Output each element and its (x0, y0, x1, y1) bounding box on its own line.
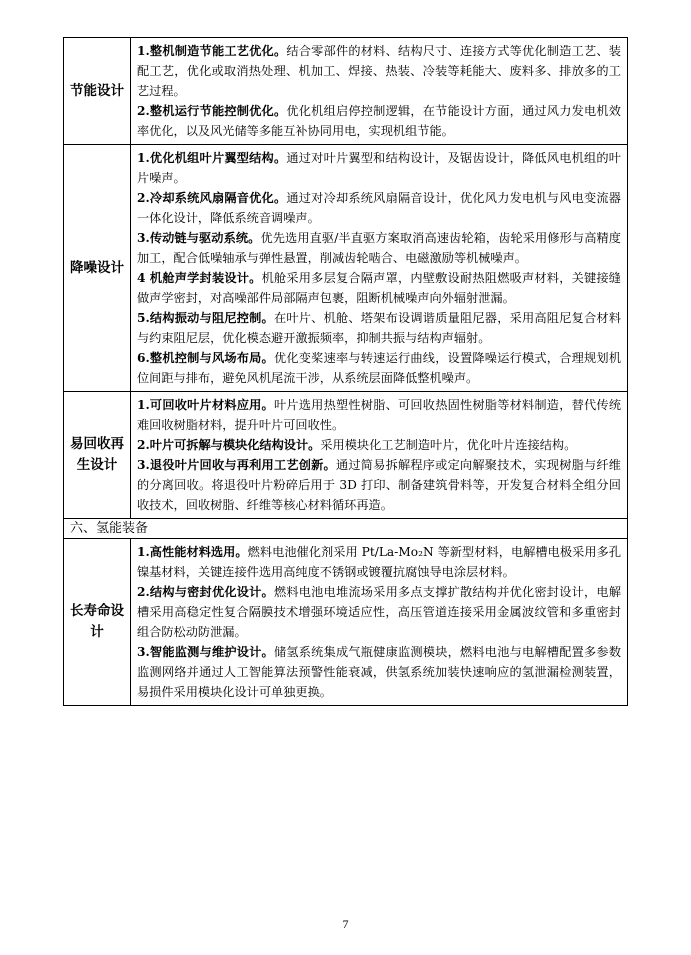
list-item: 2.冷却系统风扇隔音优化。通过对冷却系统风扇隔音设计，优化风力发电机与风电变流器一体化设计，降低系统音调噪声。 (137, 191, 621, 225)
list-item: 4 机舱声学封装设计。机舱采用多层复合隔声罩，内壁敷设耐热阻燃吸声材料，关键接缝做声学密封，对高噪部件局部隔声包裹，阻断机械噪声向外辐射泄漏。 (137, 271, 621, 305)
list-item: 3.传动链与驱动系统。优先选用直驱/半直驱方案取消高速齿轮箱，齿轮采用修形与高精度加工，配合低噪轴承与弹性悬置，削减齿轮啮合、电磁激励等机械噪声。 (137, 231, 621, 265)
category-noise-reduction (64, 145, 131, 392)
category-label: 节能设计 (70, 82, 124, 99)
list-item: 5.结构振动与阻尼控制。在叶片、机舱、塔架布设调谐质量阻尼器，采用高阻尼复合材料与约束阻尼层，优化模态避开激振频率，抑制共振与结构声辐射。 (137, 311, 622, 345)
list-item: 3.智能监测与维护设计。储氢系统集成气瓶健康监测模块，燃料电池与电解槽配置多参数监测网络并通过人工智能算法预警性能衰减，供氢系统加装快速响应的氢泄漏检测装置，易损件采用模块化设计可单独更换。 (137, 645, 622, 699)
list-item: 1.整机制造节能工艺优化。结合零部件的材料、结构尺寸、连接方式等优化制造工艺、装配工艺，优化或取消热处理、机加工、焊接、热装、冷装等耗能大、废料多、排放多的工艺过程。 (137, 44, 621, 98)
list-item: 2.结构与密封优化设计。燃料电池电堆流场采用多点支撑扩散结构并优化密封设计，电解槽采用高稳定性复合隔膜技术增强环境适应性，高压管道连接采用金属波纹管和多重密封组合防松动防泄漏。 (137, 585, 622, 639)
content-long-life (131, 539, 628, 706)
table-row-noise-reduction (64, 145, 628, 392)
spec-table (63, 37, 628, 706)
list-item: 2.整机运行节能控制优化。优化机组启停控制逻辑，在节能设计方面，通过风力发电机效率优化，以及风光储等多能互补协同用电，实现机组节能。 (137, 104, 621, 138)
table-row-energy-saving (64, 38, 628, 145)
table-row-section-heading (64, 519, 628, 539)
category-energy-saving (64, 38, 131, 145)
list-item: 3.退役叶片回收与再利用工艺创新。通过简易拆解程序或定向解聚技术，实现树脂与纤维的分离回收。将退役叶片粉碎后用于 3D 打印、制备建筑骨料等，开发复合材料全组分回收技术，回收树脂、纤维等核心材料循环再造。 (137, 458, 621, 512)
category-recyclability (64, 392, 131, 519)
content-energy-saving (131, 38, 628, 145)
list-item: 1.优化机组叶片翼型结构。通过对叶片翼型和结构设计，及锯齿设计，降低风电机组的叶片噪声。 (137, 151, 621, 185)
list-item: 6.整机控制与风场布局。优化变桨速率与转速运行曲线，设置降噪运行模式，合理规划机位间距与排布，避免风机尾流干涉，从系统层面降低整机噪声。 (137, 351, 622, 385)
content-noise-reduction (131, 145, 628, 392)
table-row-long-life (64, 539, 628, 706)
category-label: 易回收再生设计 (70, 436, 124, 473)
table-row-recyclability (64, 392, 628, 519)
page-number: 7 (342, 917, 349, 931)
category-label: 长寿命设计 (70, 603, 124, 640)
category-label: 降噪设计 (70, 259, 124, 276)
list-item: 1.高性能材料选用。燃料电池催化剂采用 Pt/La-Mo₂N 等新型材料，电解槽电极采用多孔镍基材料，关键连接件选用高纯度不锈钢或镀覆抗腐蚀导电涂层材料。 (137, 545, 622, 579)
content-recyclability (131, 392, 628, 519)
list-item: 1.可回收叶片材料应用。叶片选用热塑性树脂、可回收热固性树脂等材料制造，替代传统难回收树脂材料，提升叶片可回收性。 (137, 398, 622, 432)
category-long-life (64, 539, 131, 706)
section-heading: 六、氢能装备 (64, 519, 628, 539)
list-item: 2.叶片可拆解与模块化结构设计。采用模块化工艺制造叶片，优化叶片连接结构。 (137, 438, 577, 452)
